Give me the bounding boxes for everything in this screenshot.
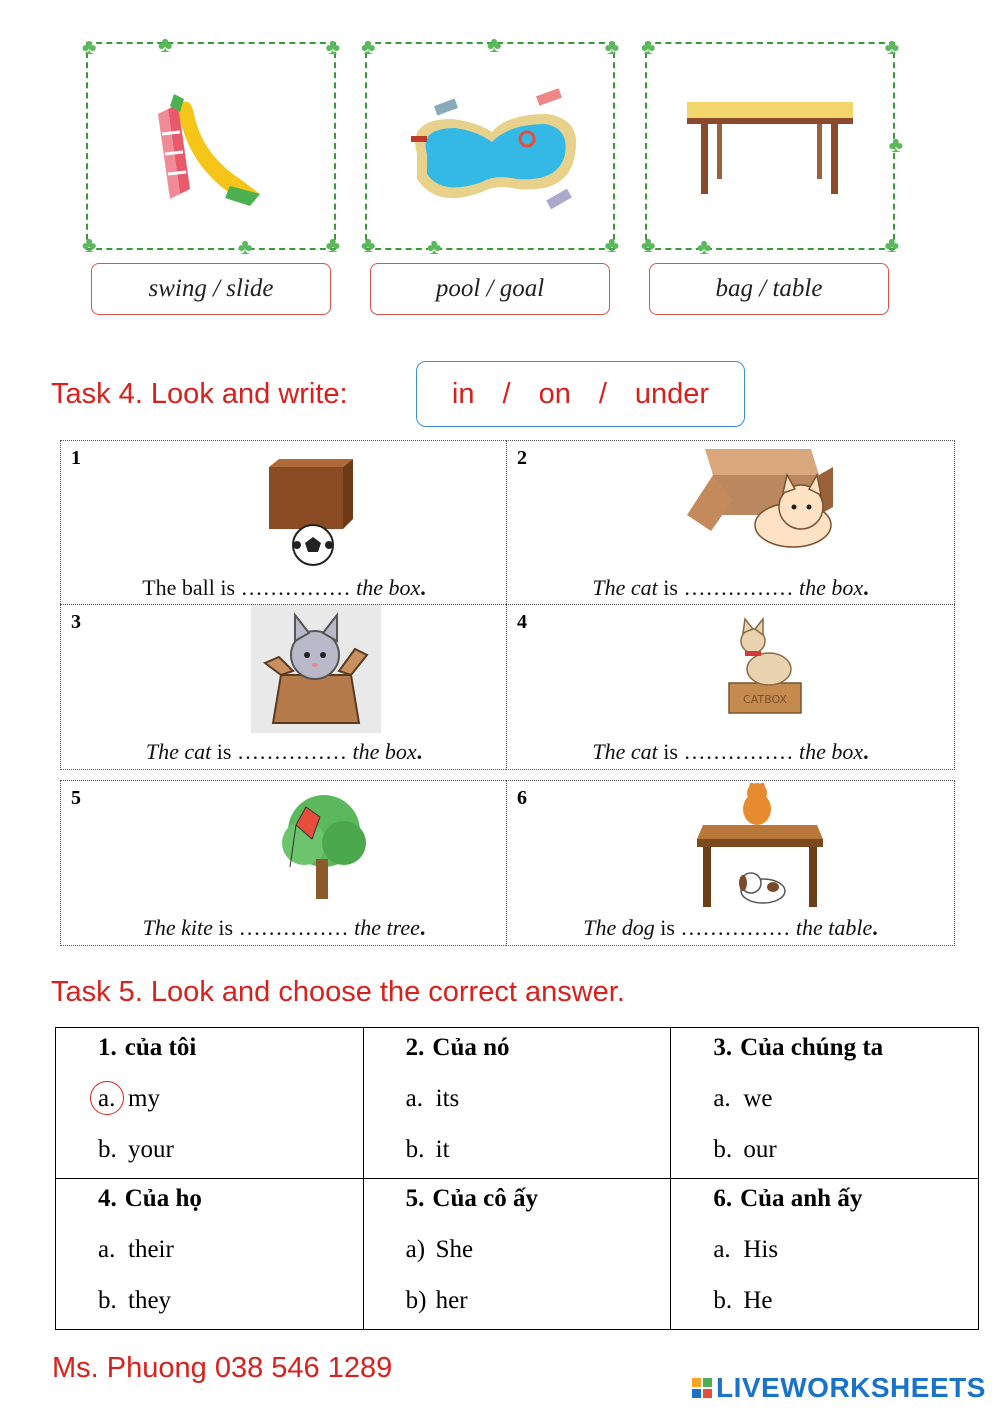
option-a[interactable]: a. its	[405, 1085, 460, 1112]
sentence-subject: The cat	[592, 575, 658, 600]
question-number: 3.	[713, 1034, 733, 1061]
sentence-object: the box	[352, 739, 417, 764]
option-b[interactable]: b) her	[405, 1287, 468, 1314]
task4-item-5	[60, 780, 508, 946]
question-number: 5.	[405, 1185, 425, 1212]
word-bank-under: under	[634, 377, 710, 410]
item-number: 6	[517, 787, 527, 809]
option-a[interactable]: a. their	[98, 1236, 174, 1263]
word-bank-on: on	[538, 377, 571, 410]
task4-word-bank	[416, 361, 745, 427]
task4-item-6	[506, 780, 955, 946]
task5-question-5	[363, 1179, 671, 1330]
question-number: 2.	[405, 1034, 425, 1061]
cat-in-box-image	[683, 445, 843, 555]
item-sentence: The ball is …………… the box.	[142, 575, 426, 600]
cat-on-box-image	[723, 617, 807, 717]
logo-text: LIVEWORKSHEETS	[716, 1372, 986, 1403]
slide-image	[150, 94, 270, 214]
item-number: 4	[517, 611, 527, 633]
picture-card-pool: ♣ ♣ ♣ ♣ ♣ ♣	[361, 32, 619, 259]
item-number: 5	[71, 787, 81, 809]
task4-title: Task 4. Look and write:	[51, 378, 348, 410]
sentence-verb: is	[663, 575, 678, 600]
question-number: 4.	[98, 1185, 117, 1212]
task5-question-2	[363, 1028, 671, 1179]
box-over-ball-image	[261, 457, 361, 567]
sentence-verb: is	[663, 739, 678, 764]
picture-card-table: ♣ ♣ ♣ ♣ ♣ ♣	[641, 34, 903, 259]
word-bank-slash: /	[598, 377, 607, 410]
sentence-verb: is	[216, 739, 232, 764]
option-a[interactable]: a. we	[713, 1085, 773, 1112]
svg-text:CATBOX: CATBOX	[743, 693, 787, 706]
word-bank-slash: /	[502, 377, 511, 410]
option-b[interactable]: b. it	[405, 1136, 450, 1163]
task4-item-4	[506, 604, 955, 770]
item-sentence: The cat is …………… the box.	[592, 575, 869, 600]
item-number: 1	[71, 447, 81, 469]
item-sentence: The kite is …………… the tree.	[142, 915, 426, 940]
answer-blank[interactable]: ……………	[238, 915, 349, 940]
sentence-subject: The kite	[142, 915, 213, 940]
sentence-object: the box	[356, 575, 421, 600]
sentence-object: the box	[798, 575, 864, 600]
item-sentence: The cat is …………… the box.	[145, 739, 423, 764]
question-prompt: Của họ	[124, 1185, 202, 1212]
kite-in-tree-image	[266, 789, 376, 909]
task5-question-1	[56, 1028, 364, 1179]
answer-blank[interactable]: ……………	[683, 575, 794, 600]
pool-image	[397, 84, 587, 224]
table-image	[685, 100, 855, 200]
option-b[interactable]: b. they	[98, 1287, 172, 1314]
option-a[interactable]: a. His	[713, 1236, 779, 1263]
task5-question-6	[671, 1179, 979, 1330]
question-prompt: Của nó	[432, 1034, 510, 1061]
selected-circle	[90, 1081, 124, 1115]
option-a[interactable]: a) She	[405, 1236, 474, 1263]
task4-item-1	[60, 440, 508, 606]
word-choice-2[interactable]: pool / goal	[370, 263, 610, 315]
sentence-verb: is	[660, 915, 675, 940]
liveworksheets-logo	[692, 1372, 986, 1404]
item-number: 2	[517, 447, 527, 469]
answer-blank[interactable]: ……………	[240, 575, 351, 600]
answer-blank[interactable]: ……………	[680, 915, 791, 940]
question-number: 6.	[713, 1185, 733, 1212]
word-bank-in: in	[451, 377, 475, 410]
question-prompt: Của anh ấy	[740, 1185, 863, 1212]
cat-in-box-image	[251, 605, 381, 733]
option-b[interactable]: b. our	[713, 1136, 777, 1163]
answer-blank[interactable]: ……………	[683, 739, 794, 764]
sentence-subject: The cat	[592, 739, 658, 764]
task4-item-2	[506, 440, 955, 606]
option-a[interactable]: a. my	[98, 1085, 363, 1113]
item-sentence: The cat is …………… the box.	[592, 739, 869, 764]
answer-blank[interactable]: ……………	[236, 739, 347, 764]
sentence-object: the tree	[354, 915, 420, 940]
dog-under-table-image	[697, 783, 827, 909]
sentence-verb: is	[218, 915, 234, 940]
item-number: 3	[71, 611, 81, 633]
word-choice-3[interactable]: bag / table	[649, 263, 889, 315]
task5-title: Task 5. Look and choose the correct answer.	[51, 976, 625, 1008]
item-sentence: The dog is …………… the table.	[583, 915, 878, 940]
sentence-subject: The dog	[583, 915, 655, 940]
sentence-subject: The ball	[142, 575, 215, 600]
option-b[interactable]: b. your	[98, 1136, 174, 1163]
picture-card-slide: ♣ ♣ ♣ ♣ ♣ ♣	[82, 32, 340, 259]
task5-question-4	[56, 1179, 364, 1330]
logo-icon	[692, 1378, 712, 1398]
task5-table	[55, 1027, 979, 1330]
question-prompt: của tôi	[124, 1034, 197, 1061]
sentence-verb: is	[220, 575, 236, 600]
option-b[interactable]: b. He	[713, 1287, 773, 1314]
question-prompt: Của cô ấy	[432, 1185, 538, 1212]
question-number: 1.	[98, 1034, 117, 1061]
sentence-subject: The cat	[145, 739, 212, 764]
word-choice-1[interactable]: swing / slide	[91, 263, 331, 315]
task5-question-3	[671, 1028, 979, 1179]
sentence-object: the box	[798, 739, 864, 764]
task4-item-3	[60, 604, 508, 770]
sentence-object: the table	[795, 915, 873, 940]
question-prompt: Của chúng ta	[740, 1034, 884, 1061]
author-contact: Ms. Phuong 038 546 1289	[52, 1352, 393, 1384]
